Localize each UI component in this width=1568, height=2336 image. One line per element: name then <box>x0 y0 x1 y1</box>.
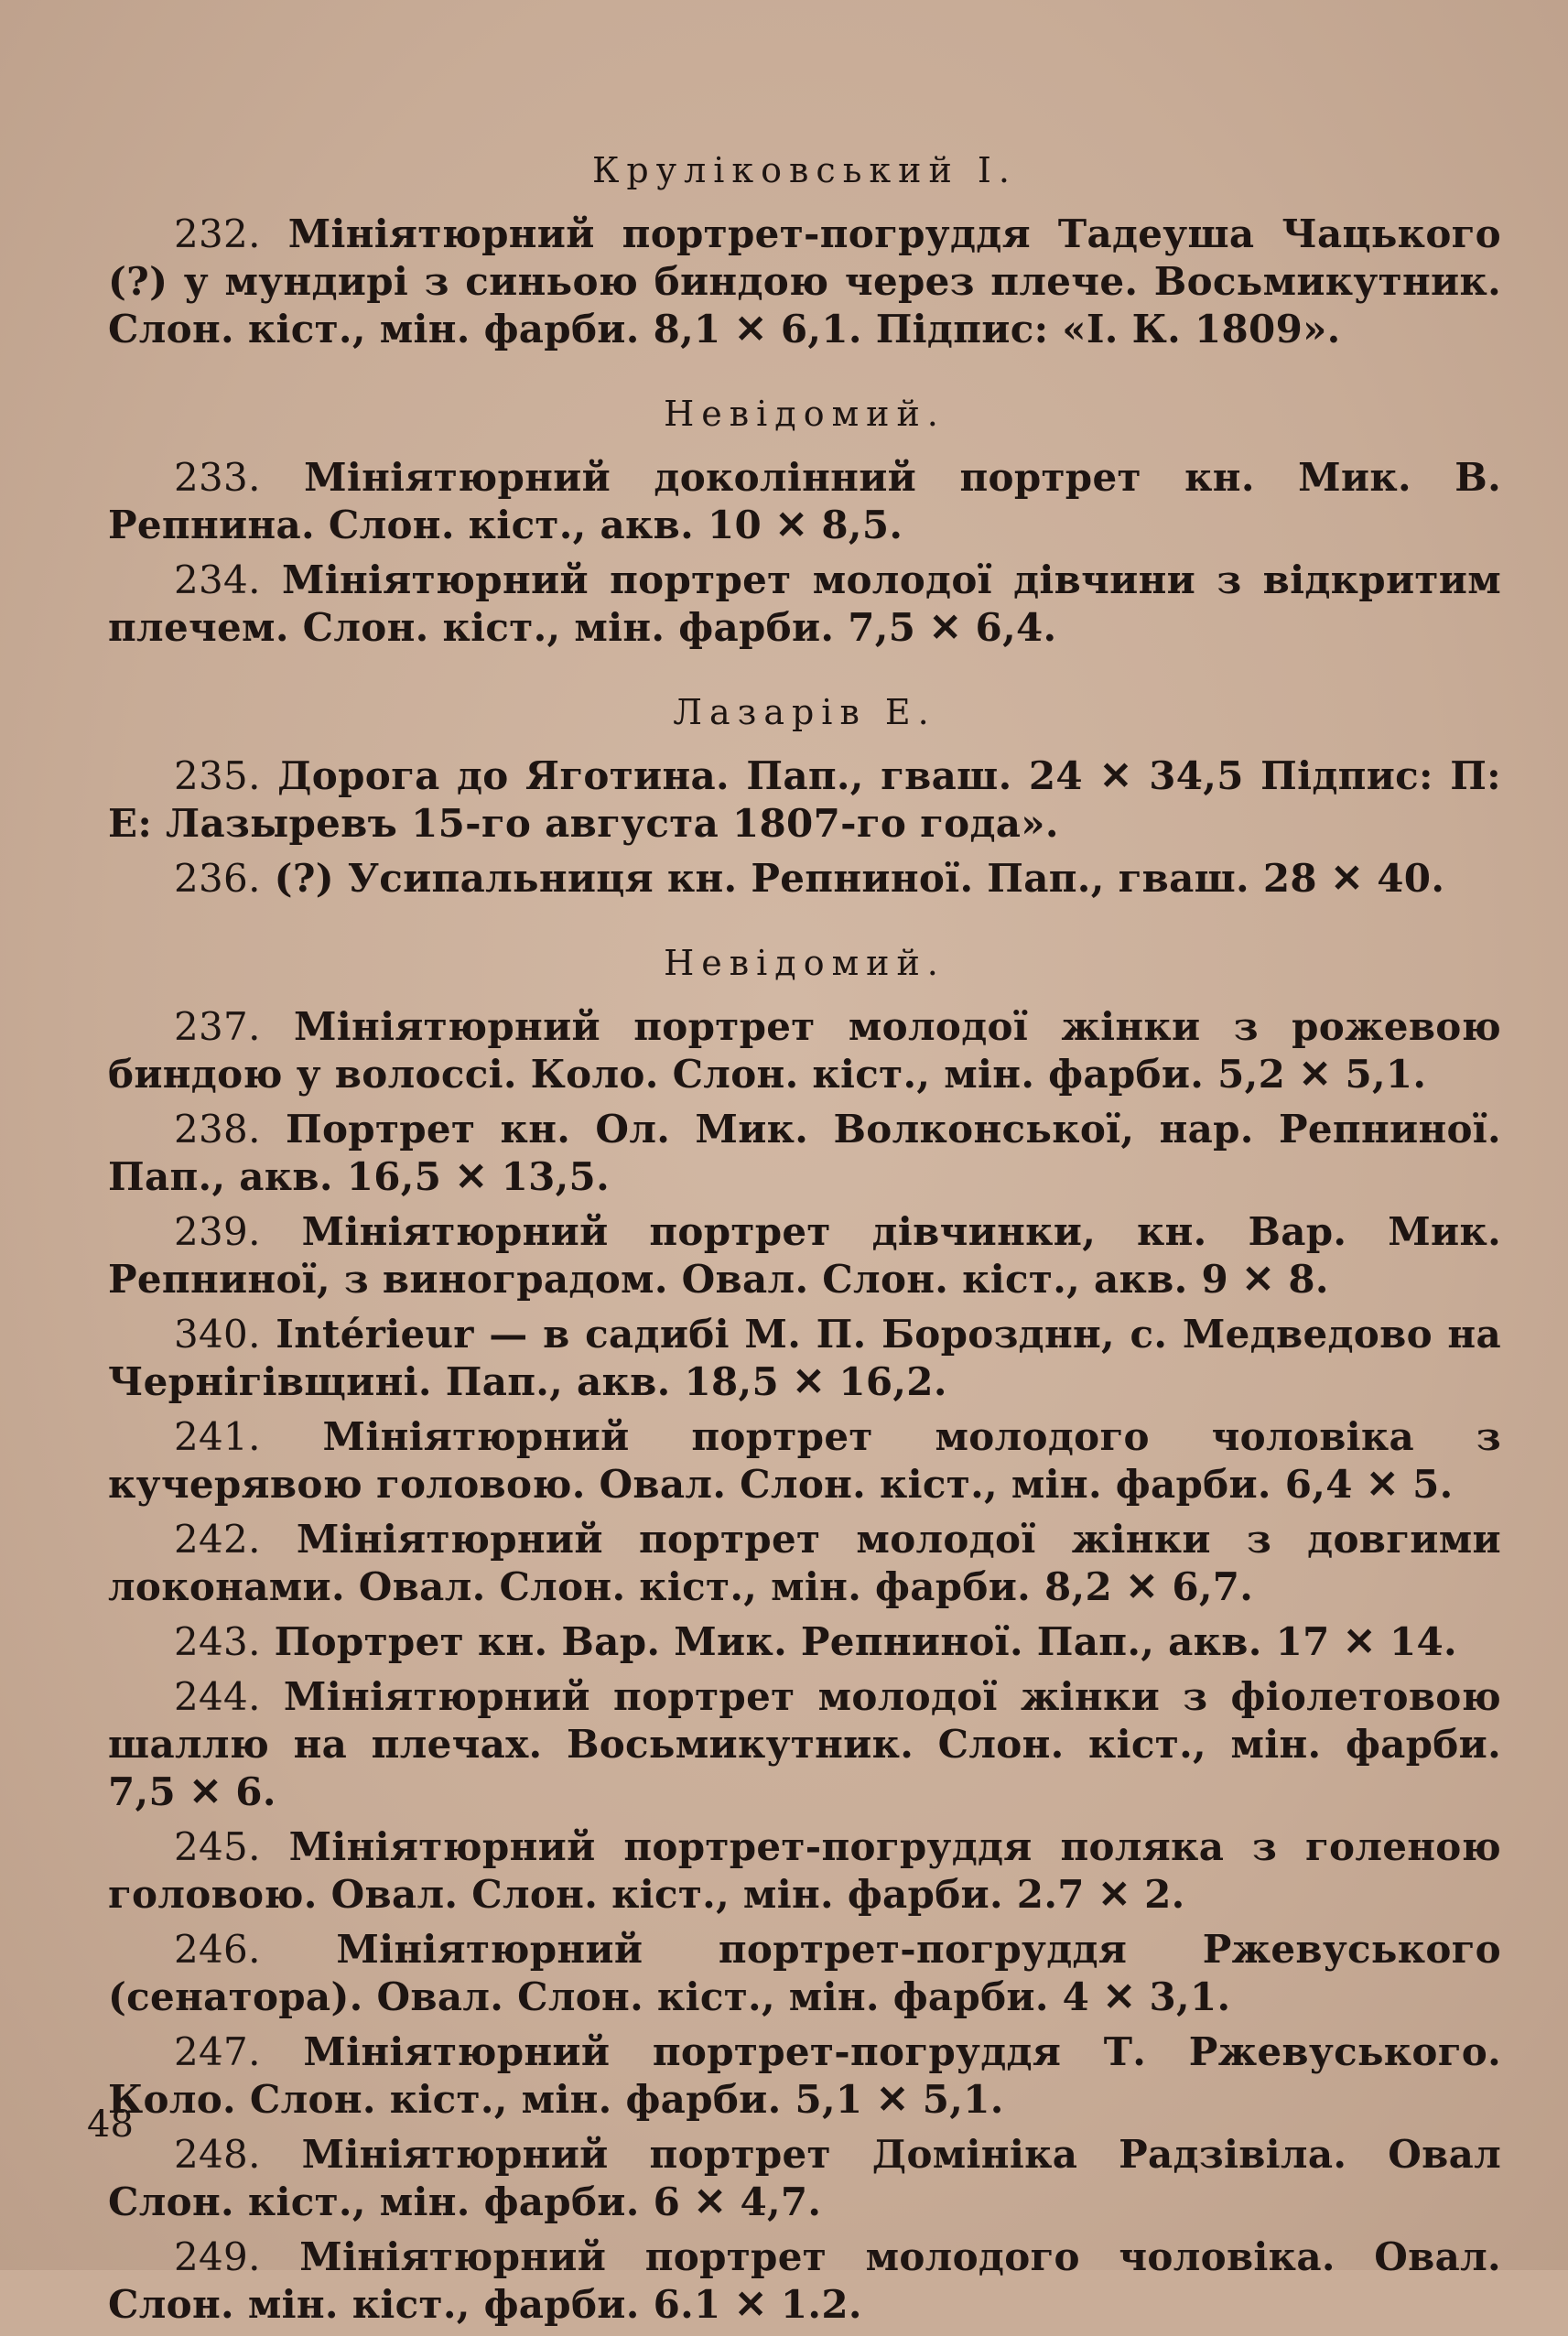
section-heading: Круліковський І. <box>592 150 1017 190</box>
entry-number: 242. <box>174 1517 261 1562</box>
catalog-entry <box>108 2131 1501 2226</box>
entry-text: Дорога до Яготина. Пап., гваш. 24 ✕ 34,5 Підпис: П: Е: Лазыревъ 15-го августа 1807-го года». <box>108 753 1501 846</box>
entry-text: Портрет кн. Ол. Мик. Волконської, нар. Репниної. Пап., акв. 16,5 ✕ 13,5. <box>108 1107 1501 1199</box>
page-number: 48 <box>87 2103 134 2146</box>
entry-number: 235. <box>174 753 261 798</box>
entry-number: 238. <box>174 1107 261 1152</box>
catalog-entry <box>108 454 1501 549</box>
catalog-entry <box>108 1926 1501 2021</box>
entry-text: Intérieur — в садибі М. П. Борозднн, с. Медведово на Чернігівщині. Пап., акв. 18,5 ✕ 16,2. <box>108 1312 1501 1404</box>
catalog-entry <box>108 1823 1501 1919</box>
section-heading: Лазарів Е. <box>673 692 936 732</box>
catalog-entry <box>108 2028 1501 2124</box>
entry-number: 233. <box>174 455 261 500</box>
entry-number: 237. <box>174 1004 261 1049</box>
entry-number: 243. <box>174 1619 261 1664</box>
entry-text: Мініятюрний доколінний портрет кн. Мик. В. Репнина. Слон. кіст., акв. 10 ✕ 8,5. <box>108 455 1501 547</box>
entry-number: 241. <box>174 1414 261 1459</box>
entry-text: Мініятюрний портрет молодої жінки з довгими локонами. Овал. Слон. кіст., мін. фарби. 8,2 ✕ 6,7. <box>108 1517 1501 1609</box>
catalog-entry <box>108 1208 1501 1303</box>
entry-number: 248. <box>174 2132 261 2177</box>
catalog-entry <box>108 752 1501 848</box>
entry-text: Мініятюрний портрет-погруддя поляка з голеною головою. Овал. Слон. кіст., мін. фарби. 2.7 ✕ 2. <box>108 1824 1501 1917</box>
entry-text: Мініятюрний портрет дівчинки, кн. Вар. Мик. Репниної, з виноградом. Овал. Слон. кіст., акв. 9 ✕ 8. <box>108 1209 1501 1302</box>
catalog-entry <box>108 1673 1501 1816</box>
entry-text: Мініятюрний портрет молодого чоловіка. Овал. Слон. мін. кіст., фарби. 6.1 ✕ 1.2. <box>108 2234 1501 2327</box>
catalog-entry <box>108 1003 1501 1098</box>
catalog-entry <box>108 1106 1501 1201</box>
entry-number: 247. <box>174 2029 261 2074</box>
entry-number: 239. <box>174 1209 261 1254</box>
entry-text: Мініятюрний портрет молодого чоловіка з кучерявою головою. Овал. Слон. кіст., мін. фарби. 6,4 ✕ 5. <box>108 1414 1501 1507</box>
catalog-entry <box>108 1311 1501 1406</box>
entry-number: 236. <box>174 856 261 901</box>
entry-number: 244. <box>174 1674 261 1719</box>
entry-text: Портрет кн. Вар. Мик. Репниної. Пап., акв. 17 ✕ 14. <box>274 1619 1457 1664</box>
catalog-entry <box>108 1516 1501 1611</box>
entry-number: 249. <box>174 2234 261 2279</box>
entry-text: Мініятюрний портрет молодої жінки з фіолетовою шаллю на плечах. Восьмикутник. Слон. кіст., мін. фарби. 7,5 ✕ 6. <box>108 1674 1501 1814</box>
entry-text: Мініятюрний портрет молодої дівчини з відкритим плечем. Слон. кіст., мін. фарби. 7,5 ✕ 6,4. <box>108 557 1501 650</box>
entry-text: Мініятюрний портрет молодої жінки з рожевою биндою у волоссі. Коло. Слон. кіст., мін. фарби. 5,2 ✕ 5,1. <box>108 1004 1501 1097</box>
catalog-entry <box>108 1618 1501 1666</box>
catalog-entry <box>108 2233 1501 2329</box>
entry-text: Мініятюрний портрет-погруддя Т. Ржевуського. Коло. Слон. кіст., мін. фарби. 5,1 ✕ 5,1. <box>108 2029 1501 2122</box>
entry-text: Мініятюрний портрет-погруддя Тадеуша Чацького (?) у мундирі з синьою биндою через плече. Восьмикутник. Слон. кіст., мін. фарби. 8,1 ✕ 6,1. Підпис: «І. К. 1809». <box>108 211 1501 351</box>
catalog-entry <box>108 211 1501 353</box>
entry-number: 232. <box>174 211 261 256</box>
section-heading: Невідомий. <box>664 394 946 434</box>
catalog-entry <box>108 855 1501 903</box>
entry-text: Мініятюрний портрет Домініка Радзівіла. Овал Слон. кіст., мін. фарби. 6 ✕ 4,7. <box>108 2132 1501 2224</box>
entry-number: 246. <box>174 1927 261 1972</box>
section-heading: Невідомий. <box>664 943 946 983</box>
entry-number: 234. <box>174 557 261 602</box>
catalog-entry <box>108 1413 1501 1509</box>
entry-text: Мініятюрний портрет-погруддя Ржевуського (сенатора). Овал. Слон. кіст., мін. фарби. 4 ✕ 3,1. <box>108 1927 1501 2019</box>
entry-number: 340. <box>174 1312 261 1357</box>
entry-number: 245. <box>174 1824 261 1869</box>
catalog-entry <box>108 557 1501 652</box>
entry-text: (?) Усипальниця кн. Репниної. Пап., гваш. 28 ✕ 40. <box>274 856 1445 901</box>
catalog-text <box>108 146 1501 2336</box>
